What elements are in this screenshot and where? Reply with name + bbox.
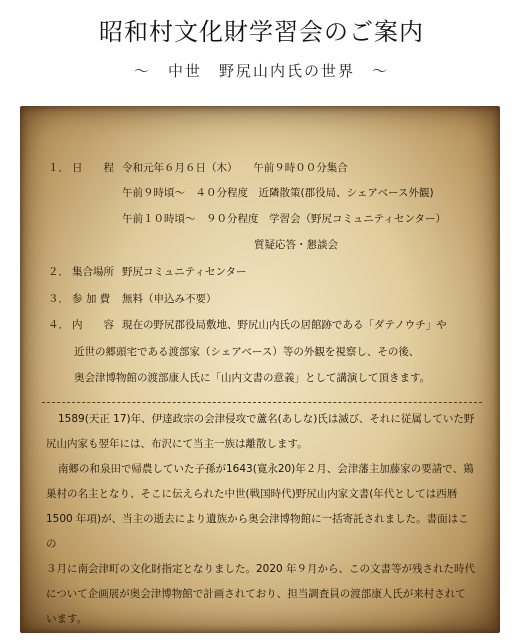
page-subtitle: ～ 中世 野尻山内氏の世界 ～ (133, 62, 389, 80)
history-line: 1589(天正 17)年、伊達政宗の会津侵攻で蘆名(あしな)氏は滅び、それに従属していた野 (58, 413, 475, 425)
history-line: 1500 年項)が、当主の逝去により遺族から奥会津博物館に一括寄託されました。書面はこの (46, 513, 469, 550)
date-line-1: 令和元年６月６日（木） 午前９時００分集合 (122, 162, 348, 174)
date-line-2: 午前９時頃～ ４０分程度 近隣散策(郡役局、シェアベース外観) (122, 187, 434, 199)
history-line: について企画展が奥会津博物館で計画されており、担当調査員の渡部康人氏が来村されて (46, 588, 466, 600)
history-line: ３月に南会津町の文化財指定となりました。2020 年９月から、この文書等が残された時代 (46, 563, 476, 575)
content-line-2: 近世の郷頭宅である渡部家（シェアベース）等の外観を視察し、その後、 (74, 346, 420, 358)
item-label: 集合場所 (72, 266, 114, 278)
history-line: 巣村の名主となり、そこに伝えられた中世(戦国時代)野尻山内家文書(年代としては西暦 (46, 488, 458, 500)
item-label: 日 程 (72, 162, 114, 174)
history-section (46, 407, 476, 632)
section-divider (42, 402, 482, 403)
content-line-1: 現在の野尻郡役局敷地、野尻山内氏の居館跡である「ダテノウチ」や (122, 319, 447, 331)
item-number: ４． (48, 319, 69, 331)
fee-value: 無料（申込み不要） (122, 293, 217, 305)
venue-value: 野尻コミュニティセンター (122, 266, 247, 278)
date-line-3: 午前１０時頃～ ９０分程度 学習会（野尻コミュニティセンター） (122, 213, 447, 225)
item-number: １． (48, 162, 69, 174)
page-title: 昭和村文化財学習会のご案内 (99, 18, 424, 46)
history-line: 尻山内家も翌年には、布沢にて当主一族は離散します。 (46, 438, 308, 450)
item-label: 参 加 費 (72, 293, 111, 305)
history-line: 南郷の和泉田で帰農していた子孫が1643(寛永20)年２月、会津藩主加藤家の要請で、鶏 (58, 463, 474, 475)
date-line-4: 質疑応答・懇談会 (254, 239, 338, 251)
item-label: 内 容 (72, 319, 114, 331)
item-number: ２． (48, 266, 69, 278)
history-line: います。 (46, 613, 88, 625)
item-number: ３． (48, 293, 69, 305)
content-line-3: 奥会津博物館の渡部康人氏に「山内文書の意義」として講演して頂きます。 (74, 372, 431, 384)
